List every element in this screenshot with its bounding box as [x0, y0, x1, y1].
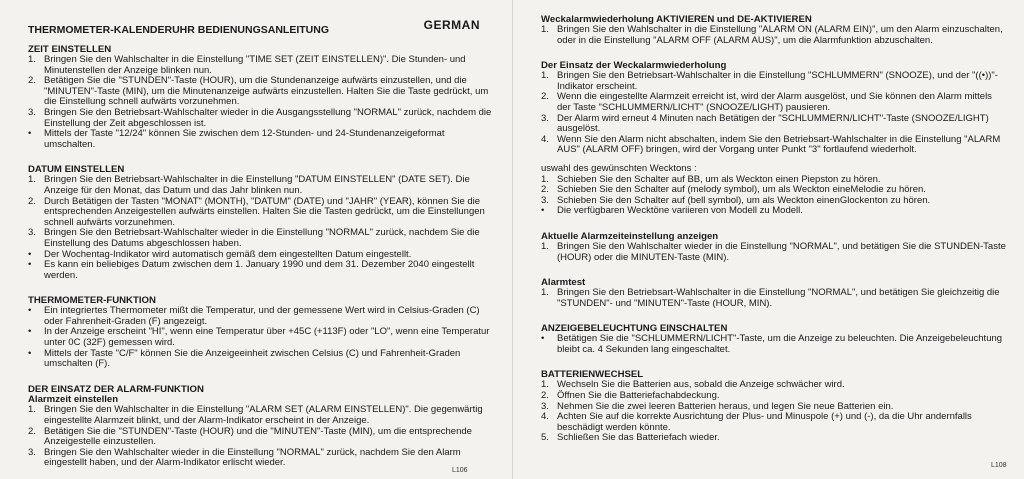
left-sections	[28, 44, 498, 469]
list-item	[541, 242, 1006, 263]
section-heading: BATTERIENWECHSEL	[541, 369, 644, 381]
section-heading: ZEIT EINSTELLEN	[28, 44, 112, 55]
instruction-list	[541, 71, 1006, 156]
list-marker: 2.	[541, 390, 549, 402]
section-heading: DER EINSATZ DER ALARM-FUNKTION	[28, 383, 204, 395]
list-item	[541, 114, 1006, 135]
list-marker: 5.	[541, 432, 549, 444]
list-item	[28, 55, 498, 76]
list-marker: •	[28, 326, 32, 338]
section-subheading: Alarmzeit einstellen	[28, 393, 119, 405]
list-marker: •	[541, 333, 545, 345]
section-heading: DATUM EINSTELLEN	[28, 164, 125, 176]
list-marker: 1.	[541, 70, 549, 82]
right-sections	[541, 14, 1006, 444]
list-item-text: Der Alarm wird erneut 4 Minuten nach Betätigen der "SCHLUMMERN/LICHT"-Taste (SNOOZE/LIGHT) ausgelöst.	[557, 112, 989, 135]
list-item	[28, 349, 498, 370]
list-item	[28, 260, 498, 281]
list-item-text: Der Wochentag-Indikator wird automatisch gemäß dem eingestellten Datum eingestellt.	[44, 248, 412, 260]
list-item	[28, 448, 498, 469]
list-marker: •	[28, 305, 32, 317]
document-title	[28, 18, 498, 36]
section-heading: Weckalarmwiederholung AKTIVIEREN und DE-AKTIVIEREN	[541, 14, 812, 25]
list-item	[541, 135, 1006, 156]
instruction-list	[28, 306, 498, 370]
list-marker: 1.	[541, 287, 549, 299]
list-marker: •	[541, 205, 545, 217]
list-item	[541, 288, 1006, 309]
list-item-text: Mittels der Taste "C/F" können Sie die Anzeigeeinheit zwischen Celsius (C) und Fahrenheit-Graden umschalten (F).	[44, 347, 461, 370]
list-item-text: Bringen Sie den Wahlschalter wieder in die Einstellung "NORMAL", und betätigen Sie die STUNDEN-Taste (HOUR) oder die MINUTEN-Taste (MIN).	[557, 240, 1006, 263]
section-heading: Der Einsatz der Weckalarmwiederholung	[541, 60, 727, 72]
list-item	[28, 129, 498, 150]
title-text: THERMOMETER-KALENDERUHR BEDIENUNGSANLEITUNG	[28, 24, 329, 36]
section	[541, 156, 1006, 217]
section-heading: Aktuelle Alarmzeiteinstellung anzeigen	[541, 230, 719, 242]
list-item-text: Bringen Sie den Betriebsart-Wahlschalter in die Einstellung "NORMAL", und betätigen Sie gleichzeitig die "STUNDEN"- und "MINUTEN"-Taste (HOUR, MIN).	[557, 287, 1000, 309]
list-marker: 1.	[28, 54, 36, 65]
list-item	[541, 92, 1006, 113]
list-item-text: Ein integriertes Thermometer mißt die Temperatur, und der gemessene Wert wird in Celsius-Graden (C) oder Fahrenheit-Graden (F) angezeigt.	[44, 305, 480, 327]
list-item-text: Durch Betätigen der Tasten "MONAT" (MONTH), "DATUM" (DATE) und "JAHR" (YEAR), können Sie die entsprechenden Anzeigestellen aufwärts einstellen. Halten Sie die Tasten gedrückt, um die Einstellungen schnell aufwärts vorzunehmen.	[44, 195, 485, 228]
section-heading: ANZEIGEBELEUCHTUNG EINSCHALTEN	[541, 323, 728, 335]
section	[28, 44, 498, 150]
section	[541, 217, 1006, 263]
instruction-list	[28, 405, 498, 469]
list-marker: 3.	[541, 194, 549, 206]
instruction-list	[541, 242, 1006, 263]
list-item-text: Nehmen Sie die zwei leeren Batterien heraus, und legen Sie neue Batterien ein.	[557, 400, 894, 412]
list-item	[541, 433, 1006, 444]
list-item-text: In der Anzeige erscheint "HI", wenn eine Temperatur über +45C (+113F) oder "LO", wenn eine Temperatur unter 0C (32F) gemessen wird.	[44, 326, 490, 349]
list-item	[28, 306, 498, 327]
language-label: GERMAN	[423, 18, 480, 32]
list-item-text: Mittels der Taste "12/24" können Sie zwischen dem 12-Stunden- und 24-Stundenanzeigeformat umschalten.	[44, 128, 445, 150]
section	[541, 309, 1006, 355]
list-item-text: Bringen Sie den Wahlschalter in die Einstellung "TIME SET (ZEIT EINSTELLEN)". Die Stunden- und Minutenstellen der Anzeige blinken nun.	[44, 54, 466, 76]
list-item	[28, 175, 498, 196]
list-marker: 1.	[541, 24, 549, 35]
list-item-text: Schließen Sie das Batteriefach wieder.	[557, 432, 720, 444]
list-marker: 1.	[28, 404, 36, 416]
list-item-text: Schieben Sie den Schalter auf (melody symbol), um als Weckton eineMelodie zu hören.	[557, 184, 926, 196]
section	[541, 46, 1006, 156]
section-heading: THERMOMETER-FUNKTION	[28, 295, 156, 307]
list-item-text: Es kann ein beliebiges Datum zwischen dem 1. January 1990 und dem 31. Dezember 2040 eingestellt werden.	[44, 259, 475, 281]
list-marker: 3.	[28, 446, 36, 458]
list-marker: 1.	[541, 173, 549, 185]
section-intro: uswahl des gewünschten Wecktons :	[541, 162, 697, 174]
right-page	[512, 0, 1024, 479]
list-item	[28, 228, 498, 249]
instruction-list	[541, 380, 1006, 444]
list-marker: 2.	[541, 91, 549, 103]
instruction-list	[541, 288, 1006, 309]
list-item-text: Bringen Sie den Betriebsart-Wahlschalter in die Einstellung "DATUM EINSTELLEN" (DATE SET). Die Anzeige für den Monat, das Datum und das Jahr blinken nun.	[44, 174, 470, 196]
list-item-text: Bringen Sie den Wahlschalter in die Einstellung "ALARM ON (ALARM EIN)", um den Alarm einzuschalten, oder in die Einstellung "ALARM OFF (ALARM AUS)", um die Alarmfunktion abzuschalten.	[557, 24, 1003, 46]
list-item	[28, 76, 498, 108]
list-marker: 1.	[541, 240, 549, 252]
list-marker: 2.	[28, 75, 36, 87]
list-item	[28, 405, 498, 426]
list-item-text: Bringen Sie den Betriebsart-Wahlschalter wieder in die Ausgangsstellung "NORMAL" zurück, nachdem die Einstellung der Zeit abgeschlossen ist.	[44, 106, 492, 129]
list-item-text: Bringen Sie den Wahlschalter wieder in die Einstellung "NORMAL" zurück, nachdem Sie den Alarm eingestellt haben, und der Alarm-Indikator erlischt wieder.	[44, 446, 461, 469]
list-marker: •	[28, 248, 32, 260]
list-marker: 2.	[28, 195, 36, 207]
section	[541, 14, 1006, 46]
list-item-text: Bringen Sie den Wahlschalter in die Einstellung "ALARM SET (ALARM EINSTELLEN)". Die gegenwärtig eingestellte Alarmzeit blinkt, und der Alarm-Indikator erscheint in der Anzeige.	[44, 404, 483, 427]
list-marker: 1.	[541, 379, 549, 391]
list-item	[541, 334, 1006, 355]
list-item-text: Wechseln Sie die Batterien aus, sobald die Anzeige schwächer wird.	[557, 379, 845, 391]
list-item-text: Schieben Sie den Schalter auf BB, um als Weckton einen Piepston zu hören.	[557, 173, 881, 185]
list-item-text: Wenn die eingestellte Alarmzeit erreicht ist, wird der Alarm ausgelöst, und Sie können den Alarm mittels der Taste "SCHLUMMERN/LICHT" (SNOOZE/LIGHT) pausieren.	[557, 91, 992, 113]
page-number-right: L108	[991, 462, 1007, 469]
list-marker: •	[28, 259, 32, 271]
list-item	[28, 108, 498, 129]
list-marker: 3.	[541, 400, 549, 412]
list-item	[28, 327, 498, 348]
list-item	[28, 427, 498, 448]
page-number-left: L106	[452, 467, 468, 474]
list-item-text: Wenn Sie den Alarm nicht abschalten, indem Sie den Betriebsart-Wahlschalter in die Einstellung "ALARM AUS" (ALARM OFF) bringen, wird der Vorgang unter Punkt "3" fortlaufend wiederholt.	[557, 133, 1001, 156]
instruction-list	[28, 175, 498, 281]
list-item	[541, 25, 1006, 46]
instruction-list	[541, 334, 1006, 355]
list-marker: 3.	[28, 106, 36, 118]
instruction-list	[541, 175, 1006, 217]
list-item-text: Betätigen Sie die "SCHLUMMERN/LICHT"-Taste, um die Anzeige zu beleuchten. Die Anzeigebeleuchtung bleibt ca. 4 Sekunden lang eingeschaltet.	[557, 333, 1003, 355]
list-item-text: Schieben Sie den Schalter auf (bell symbol), um als Weckton einenGlockenton zu hören.	[557, 194, 931, 206]
section	[541, 355, 1006, 444]
section	[541, 263, 1006, 309]
list-item-text: Achten Sie auf die korrekte Ausrichtung der Plus- und Minuspole (+) und (-), da die Uhr andernfalls beschädigt werden könnte.	[557, 411, 972, 433]
section	[28, 281, 498, 370]
section	[28, 370, 498, 469]
list-marker: 1.	[28, 174, 36, 186]
list-item-text: Bringen Sie den Betriebsart-Wahlschalter wieder in die Einstellung "NORMAL" zurück, nachdem Sie die Einstellung des Datums abgeschlossen haben.	[44, 227, 480, 249]
list-marker: •	[28, 128, 32, 140]
section-heading: Alarmtest	[541, 277, 586, 289]
list-marker: 3.	[541, 112, 549, 124]
list-item-text: Betätigen Sie die "STUNDEN"-Taste (HOUR), um die Stundenanzeige aufwärts einzustellen, und die "MINUTEN"-Taste (MIN), um die Minutenanzeige aufwärts einzustellen. Halten Sie die Taste gedrückt, um die Einstellung schnell aufwärts vorzunehmen.	[44, 75, 489, 108]
list-marker: 2.	[28, 425, 36, 437]
list-item	[541, 206, 1006, 217]
list-item-text: Betätigen Sie die "STUNDEN"-Taste (HOUR) und die "MINUTEN"-Taste (MIN), um die entsprechende Anzeigestelle einzustellen.	[44, 425, 472, 448]
list-item	[541, 71, 1006, 92]
section	[28, 150, 498, 281]
list-item-text: Öffnen Sie die Batteriefachabdeckung.	[557, 390, 720, 402]
list-marker: 4.	[541, 411, 549, 423]
list-marker: 3.	[28, 227, 36, 239]
list-item	[541, 412, 1006, 433]
list-item-text: Die verfügbaren Wecktöne variieren von Modell zu Modell.	[557, 205, 803, 217]
list-marker: 2.	[541, 184, 549, 196]
list-item	[28, 197, 498, 229]
instruction-list	[28, 55, 498, 150]
list-marker: •	[28, 347, 32, 359]
list-marker: 4.	[541, 133, 549, 145]
list-item-text: Bringen Sie den Betriebsart-Wahlschalter in die Einstellung "SCHLUMMERN" (SNOOZE), und der "((•))"-Indikator erscheint.	[557, 70, 998, 92]
instruction-list	[541, 25, 1006, 46]
